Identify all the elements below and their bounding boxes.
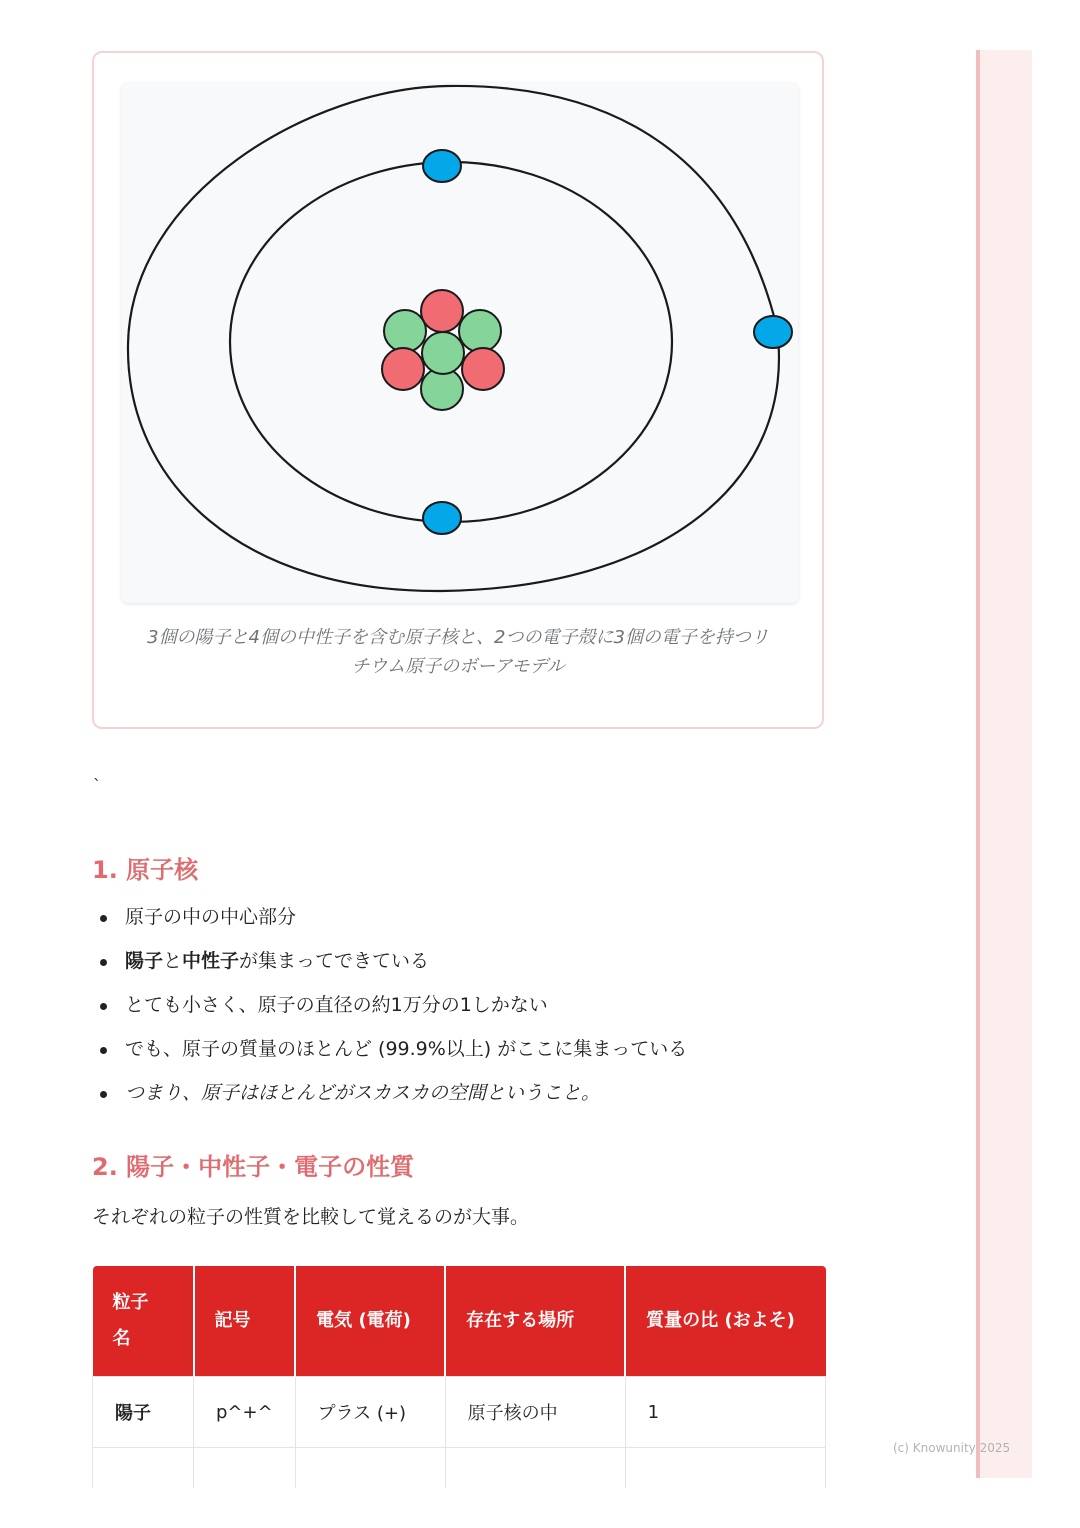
- list-item: [96, 902, 687, 946]
- table-cell: [445, 1448, 625, 1489]
- stray-backtick: `: [93, 776, 101, 795]
- list-item: [96, 990, 687, 1034]
- nucleus: [382, 290, 504, 410]
- section-heading-nucleus: 1. 原子核: [92, 856, 199, 884]
- neutron: [422, 332, 464, 374]
- bohr-model-svg: [122, 83, 798, 603]
- figure-caption: [114, 623, 802, 681]
- caption-line: 3個の陽子と4個の中性子を含む原子核と、2つの電子殻に3個の電子を持つリ: [147, 627, 769, 648]
- bold-term-proton: 陽子: [125, 950, 164, 972]
- table-row: [93, 1448, 826, 1489]
- proton: [421, 290, 463, 332]
- copyright-footer: (c) Knowunity 2025: [893, 1441, 1011, 1455]
- table-header-row: [93, 1266, 826, 1377]
- table-cell: [625, 1448, 825, 1489]
- neutron: [459, 310, 501, 352]
- list-item-text: と: [163, 950, 183, 972]
- table-cell: [194, 1448, 296, 1489]
- header-location: 存在する場所: [445, 1266, 625, 1377]
- caption-line: チウム原子のボーアモデル: [351, 656, 565, 677]
- bold-term-neutron: 中性子: [182, 950, 240, 972]
- list-item: [96, 946, 687, 990]
- header-mass-ratio: 質量の比 (およそ): [625, 1266, 825, 1377]
- list-item: [96, 1034, 687, 1078]
- neutron: [384, 310, 426, 352]
- section-heading-properties: 2. 陽子・中性子・電子の性質: [92, 1153, 415, 1181]
- list-item-text: 原子の中の中心部分: [125, 906, 297, 928]
- electron: [423, 502, 461, 534]
- header-particle-name: [93, 1266, 194, 1377]
- cell-location: 原子核の中: [445, 1377, 625, 1448]
- list-item-text: つまり、原子はほとんどがスカスカの空間ということ。: [125, 1082, 601, 1104]
- header-text: 粒子: [112, 1292, 149, 1313]
- table-cell: [93, 1448, 194, 1489]
- list-item-text: が集まってできている: [239, 950, 430, 972]
- bohr-model-diagram: [122, 83, 798, 603]
- cell-charge: プラス (+): [295, 1377, 445, 1448]
- table-cell: [295, 1448, 445, 1489]
- electron: [423, 150, 461, 182]
- header-text: 名: [112, 1328, 131, 1349]
- cell-symbol: p^+^: [194, 1377, 296, 1448]
- header-charge: 電気 (電荷): [295, 1266, 445, 1377]
- proton: [382, 348, 424, 390]
- particle-properties-table: [92, 1266, 826, 1488]
- list-item-text: とても小さく、原子の直径の約1万分の1しかない: [125, 994, 548, 1016]
- electron: [754, 316, 792, 348]
- table-row: [93, 1377, 826, 1448]
- proton: [462, 348, 504, 390]
- header-symbol: 記号: [194, 1266, 296, 1377]
- section-intro: それぞれの粒子の性質を比較して覚えるのが大事。: [92, 1206, 530, 1228]
- side-margin-bar: [976, 50, 1032, 1478]
- nucleus-bullet-list: [96, 902, 687, 1122]
- list-item: [96, 1078, 687, 1122]
- list-item-text: でも、原子の質量のほとんど (99.9%以上) がここに集まっている: [125, 1038, 688, 1060]
- cell-mass-ratio: 1: [625, 1377, 825, 1448]
- cell-particle-name: 陽子: [93, 1377, 194, 1448]
- figure-card: [92, 51, 824, 729]
